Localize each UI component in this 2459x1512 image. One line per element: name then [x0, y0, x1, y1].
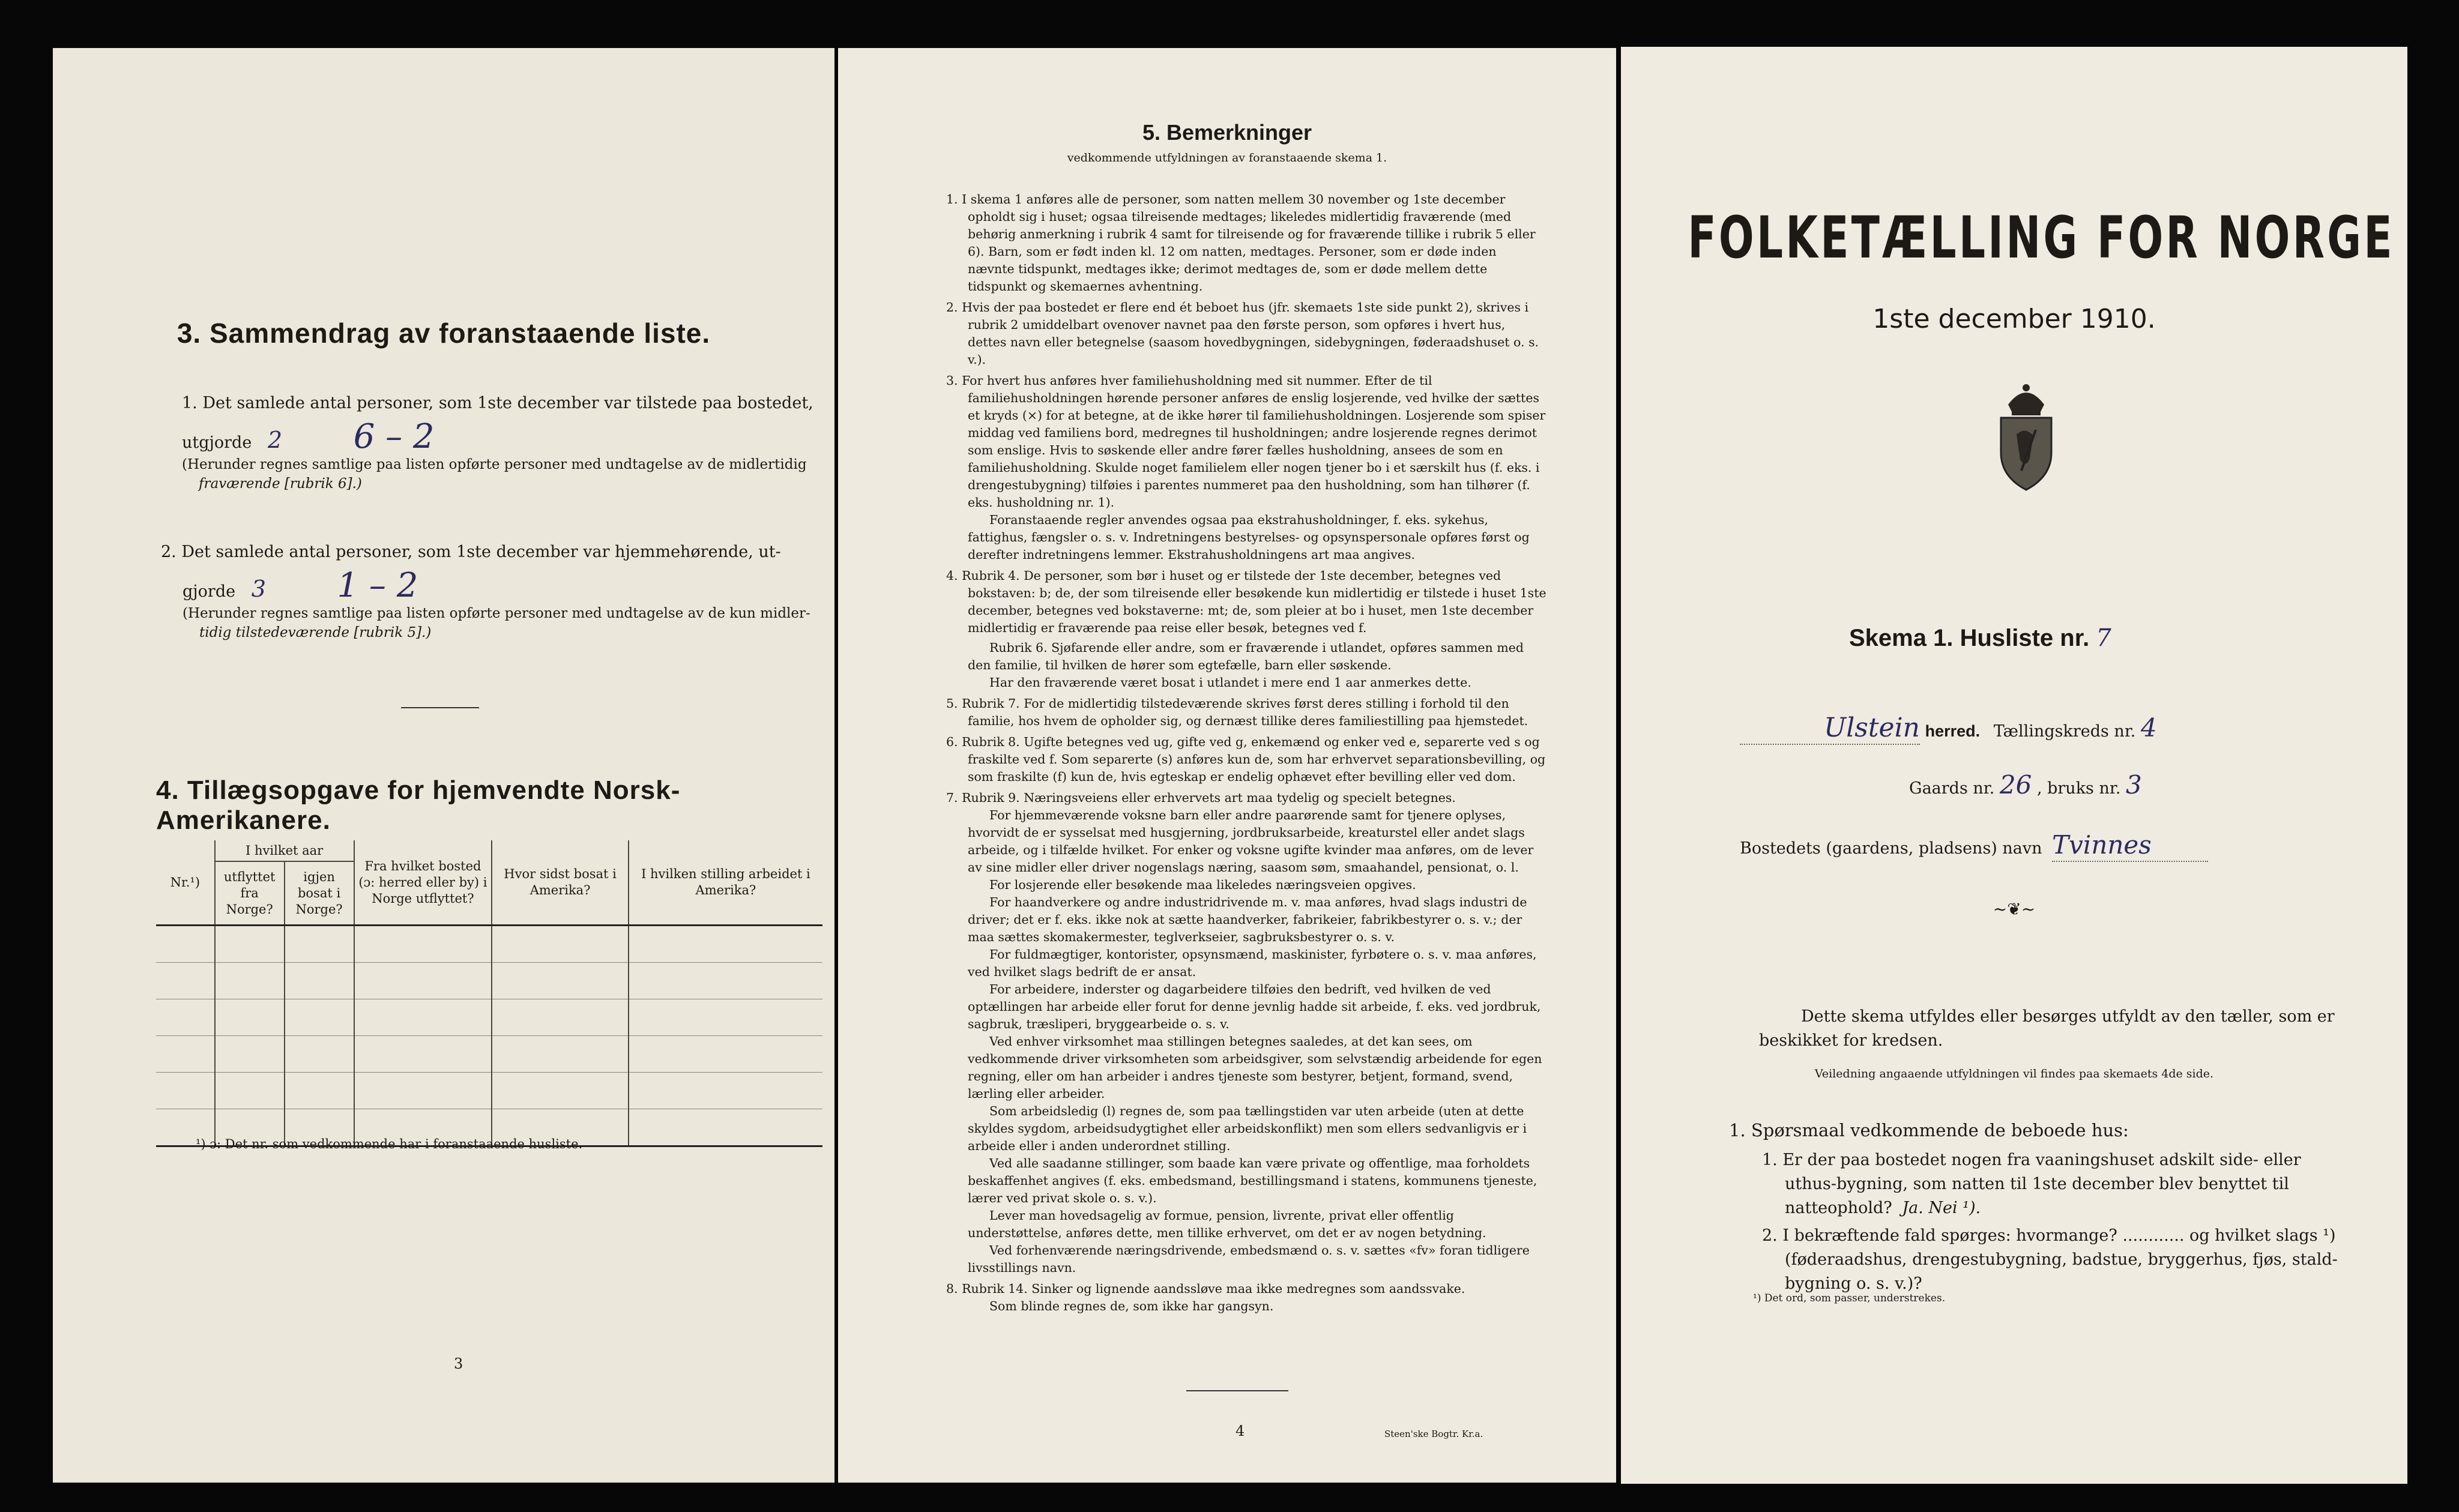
remarks-body: [946, 191, 1546, 1315]
page-1: [1621, 47, 2407, 1484]
handwritten-count-2: 3: [251, 576, 266, 602]
remark-paragraph: For hjemmeværende voksne barn eller andre paarørende samt for tjenere oplyses, hvorvidt de er sysselsat med husgjerning, jordbruksarbeide, kreaturstel eller andet slags arbeide, og i tilfælde hvilket. For enker og voksne ugifte kvinder maa anføres, om de lever av sine midler eller driver nogenslags næring, saasom søm, smaahandel, pensionat, o. l.: [968, 808, 1534, 875]
remark-paragraph: Ved enhver virksomhet maa stillingen betegnes saaledes, at det kan sees, om vedkommende driver virksomheten som arbeidsgiver, som selvstændig arbeidende for egen regning, eller om han arbeider i andres tjeneste som bestyrer, betjent, formand, svend, lærling eller arbeider.: [968, 1034, 1542, 1101]
col-hvor-bosat: Hvor sidst bosat i Amerika?: [492, 840, 629, 926]
col-stilling: I hvilken stilling arbeidet i Amerika?: [629, 840, 822, 926]
q1-answer: Ja. Nei ¹).: [1902, 1199, 1981, 1217]
husliste-number: 7: [2096, 624, 2111, 652]
handwritten-count-1: 2: [267, 427, 283, 453]
remark-paragraph: Foranstaaende regler anvendes ogsaa paa ekstrahusholdninger, f. eks. sykehus, fattighus, fængsler o. s. v. Indretningens bestyrelses- og opsynspersonale opføres først og derefter indretningens lemmer. Ekstrahusholdningens art maa angives.: [968, 513, 1530, 562]
col-igjen: igjen bosat i Norge?: [285, 861, 354, 926]
questions: 1. Spørsmaal vedkommende de beboede hus: 1. Er der paa bostedet nogen fra vaaningshuset adskilt side- eller uthus-bygning, som natten til 1ste december blev benyttet til natteophold? Ja. Nei ¹). 2. I bekræftende fald spørges: hvormange? ............ og hvilket slags ¹) (føderaadshus, drengestubygning, badstue, bryggerhus, fjøs, stald- bygning o. s. v.)?: [1729, 1120, 2338, 1293]
remark-paragraph: Ved alle saadanne stillinger, som baade kan være private og offentlige, maa forholdets beskaffenhet angives (f. eks. embedsmand, bestillingsmand i statens, kommunens tjeneste, lærer ved privat skole o. s. v.).: [968, 1156, 1537, 1205]
herred-line: Ulstein herred. Tællingskreds nr. 4: [1740, 716, 2388, 745]
remark-paragraph: Ved forhenværende næringsdrivende, embedsmænd o. s. v. sættes «fv» foran tidligere livsstillings navn.: [968, 1243, 1530, 1275]
section-4-title: 4. Tillægsopgave for hjemvendte Norsk-Amerikanere.: [156, 776, 681, 835]
page-number: 3: [454, 1355, 463, 1372]
remarks-subtitle: vedkommende utfyldningen av foranstaaende skema 1.: [1067, 151, 1387, 164]
summary-item-2: 2. Det samlede antal personer, som 1ste december var hjemmehørende, ut- gjorde 3 1 – 2 (Herunder regnes samtlige paa listen opførte personer med undtagelse av de kun midler- tidig tilstedeværende [rubrik 5].): [161, 543, 810, 640]
intro-text: Dette skema utfyldes eller besørges utfyldt av den tæller, som er beskikket for kredsen.: [1759, 1007, 2335, 1050]
divider: [1186, 1390, 1288, 1391]
remark-paragraph: Som blinde regnes de, som ikke har gangsyn.: [989, 1299, 1274, 1313]
norway-coat-of-arms-icon: [1990, 381, 2062, 495]
section-3-title: 3. Sammendrag av foranstaaende liste.: [177, 318, 711, 349]
remark-paragraph: For fuldmægtiger, kontorister, opsynsmænd, maskinister, fyrbøtere o. s. v. maa anføres, ved hvilket slags bedrift de er ansat.: [968, 947, 1537, 979]
remark-paragraph: 8. Rubrik 14. Sinker og lignende aandssløve maa ikke medregnes som aandssvake.: [946, 1282, 1465, 1296]
handwritten-range-2: 1 – 2: [337, 566, 418, 605]
norsk-amerikanere-table: [156, 840, 822, 1147]
remark-paragraph: Lever man hovedsagelig av formue, pension, livrente, privat eller offentlig understøttelse, anføres dette, men tillike erhvervet, om det er av nogen betydning.: [968, 1208, 1486, 1240]
remark-paragraph: 5. Rubrik 7. For de midlertidig tilstedeværende skrives først deres stilling i forhold til den familie, hos hvem de opholder sig, og dernæst tillike deres familiestilling paa hjemstedet.: [946, 696, 1528, 728]
table-row: [156, 963, 822, 999]
col-nr: Nr.¹): [156, 840, 215, 926]
table-row: [156, 999, 822, 1036]
handwritten-range-1: 6 – 2: [353, 417, 435, 456]
page-number: 4: [1236, 1423, 1245, 1439]
remark-paragraph: 7. Rubrik 9. Næringsveiens eller erhvervets art maa tydelig og specielt betegnes.: [946, 791, 1456, 805]
bruks-value: 3: [2126, 770, 2142, 800]
gaards-line: Gaards nr. 26 , bruks nr. 3: [1909, 770, 2142, 800]
table-row: [156, 1036, 822, 1073]
page-3: [53, 48, 834, 1483]
remark-paragraph: 1. I skema 1 anføres alle de personer, som natten mellem 30 november og 1ste december opholdt sig i huset; ogsaa tilreisende medtages; likeledes midlertidig fraværende (med behørig anmerkning i rubrik 4 samt for tilreisende og for fraværende tillike i rubrik 5 eller 6). Barn, som er født inden kl. 12 om natten, medtages. Personer, som er døde inden nævnte tidspunkt, medtages ikke; derimot medtages de, som er døde mellem dette tidspunkt og skemaernes avhentning.: [946, 192, 1536, 294]
remark-paragraph: Rubrik 6. Sjøfarende eller andre, som er fraværende i utlandet, opføres sammen med den familie, til hvilken de hører som egtefælle, barn eller søskende.: [968, 640, 1524, 672]
remark-paragraph: For haandverkere og andre industridrivende m. v. maa anføres, hvad slags industri de driver; det er f. eks. ikke nok at sætte haandverker, fabrikeier, fabrikbestyrer o. s. v.; der maa sættes skomakermester, teglverkseier, sagbruksbestyrer o. s. v.: [968, 895, 1527, 944]
ornament: ~❦~: [1993, 899, 2036, 919]
bosted-value: Tvinnes: [2052, 830, 2152, 860]
col-group-year: I hvilket aar: [215, 840, 354, 861]
remark-paragraph: 2. Hvis der paa bostedet er flere end ét beboet hus (jfr. skemaets 1ste side punkt 2), skrives i rubrik 2 umiddelbart ovenover navnet paa den første person, som opføres i hvert hus, dettes navn eller betegnelse (saasom hovedbygningen, sidebygningen, føderaadshuset o. s. v.).: [946, 300, 1539, 367]
remark-paragraph: For losjerende eller besøkende maa likeledes næringsveien opgives.: [989, 878, 1416, 892]
table-row: [156, 926, 822, 963]
remark-paragraph: Som arbeidsledig (l) regnes de, som paa tællingstiden var uten arbeide (uten at dette skyldes sygdom, arbeidsudygtighet eller arbeidskonflikt) men som ellers sedvanligvis er i arbeide eller i anden underordnet stilling.: [968, 1104, 1527, 1153]
herred-value: Ulstein: [1824, 712, 1920, 743]
summary-item-1: 1. Det samlede antal personer, som 1ste december var tilstede paa bostedet, utgjorde 2 6 – 2 (Herunder regnes samtlige paa listen opførte personer med undtagelse av de midlertidig fraværende [rubrik 6].): [182, 394, 813, 492]
census-date: 1ste december 1910.: [1872, 304, 2156, 334]
census-title: FOLKETÆLLING FOR NORGE: [1688, 204, 2395, 271]
gaards-value: 26: [1999, 770, 2032, 800]
col-fra-bosted: Fra hvilket bosted (ɔ: herred eller by) i Norge utflyttet?: [354, 840, 492, 926]
table-row: [156, 1073, 822, 1109]
bosted-line: Bostedets (gaardens, pladsens) navn Tvinnes: [1740, 833, 2208, 862]
footnote: ¹) Det ord, som passer, understrekes.: [1753, 1292, 1946, 1304]
skema-heading: Skema 1. Husliste nr. 7: [1849, 624, 2111, 652]
col-utflyttet: utflyttet fra Norge?: [215, 861, 285, 926]
footnote: ¹) ɔ: Det nr. som vedkommende har i foranstaaende husliste.: [196, 1137, 583, 1151]
remark-paragraph: 3. For hvert hus anføres hver familiehusholdning med sit nummer. Efter de til familiehusholdningen hørende personer anføres de enslig losjerende, ved hvilke der sættes et kryds (×) for at betegne, at de ikke hører til familiehusholdningen. Losjerende som spiser middag ved familiens bord, medregnes til husholdningen; andre losjerende regnes derimot som enslige. Hvis to søskende eller andre fører fælles husholdning, ansees de som en familiehusholdning. Skulde noget familielem eller nogen tjener bo i et særskilt hus (f. eks. i drengestubygning) tilføies i parentes nummeret paa den husholdning, som han tilhører (f. eks. husholdning nr. 1).: [946, 373, 1546, 510]
remark-paragraph: Har den fraværende været bosat i utlandet i mere end 1 aar anmerkes dette.: [989, 675, 1471, 690]
divider: [401, 707, 479, 708]
remarks-title: 5. Bemerkninger: [1142, 120, 1312, 145]
printer-imprint: Steen'ske Bogtr. Kr.a.: [1384, 1429, 1483, 1439]
remark-paragraph: For arbeidere, inderster og dagarbeidere tilføies den bedrift, ved hvilken de ved optællingen har arbeide eller forut for denne jevnlig hadde sit arbeide, f. eks. ved jordbruk, sagbruk, træsliperi, bryggearbeide o. s. v.: [968, 982, 1541, 1031]
remark-paragraph: 4. Rubrik 4. De personer, som bør i huset og er tilstede der 1ste december, betegnes ved bokstaven: b; de, der som tilreisende eller besøkende kun midlertidig er tilstede i huset 1ste december, betegnes ved bokstaverne: mt; de, som pleier at bo i huset, men 1ste december midlertidig er fraværende paa reise eller besøk, betegnes ved f.: [946, 568, 1546, 635]
remark-paragraph: 6. Rubrik 8. Ugifte betegnes ved ug, gifte ved g, enkemænd og enker ved e, separerte ved s og fraskilte ved f. Som separerte (s) anføres kun de, som har erhvervet separationsbevilling, og som fraskilte (f) kun de, hvis egteskap er endelig ophævet efter bevilling eller ved dom.: [946, 735, 1546, 784]
guidance-note: Veiledning angaaende utfyldningen vil findes paa skemaets 4de side.: [1814, 1067, 2214, 1080]
page-4: [838, 48, 1616, 1483]
kreds-value: 4: [2140, 713, 2157, 742]
